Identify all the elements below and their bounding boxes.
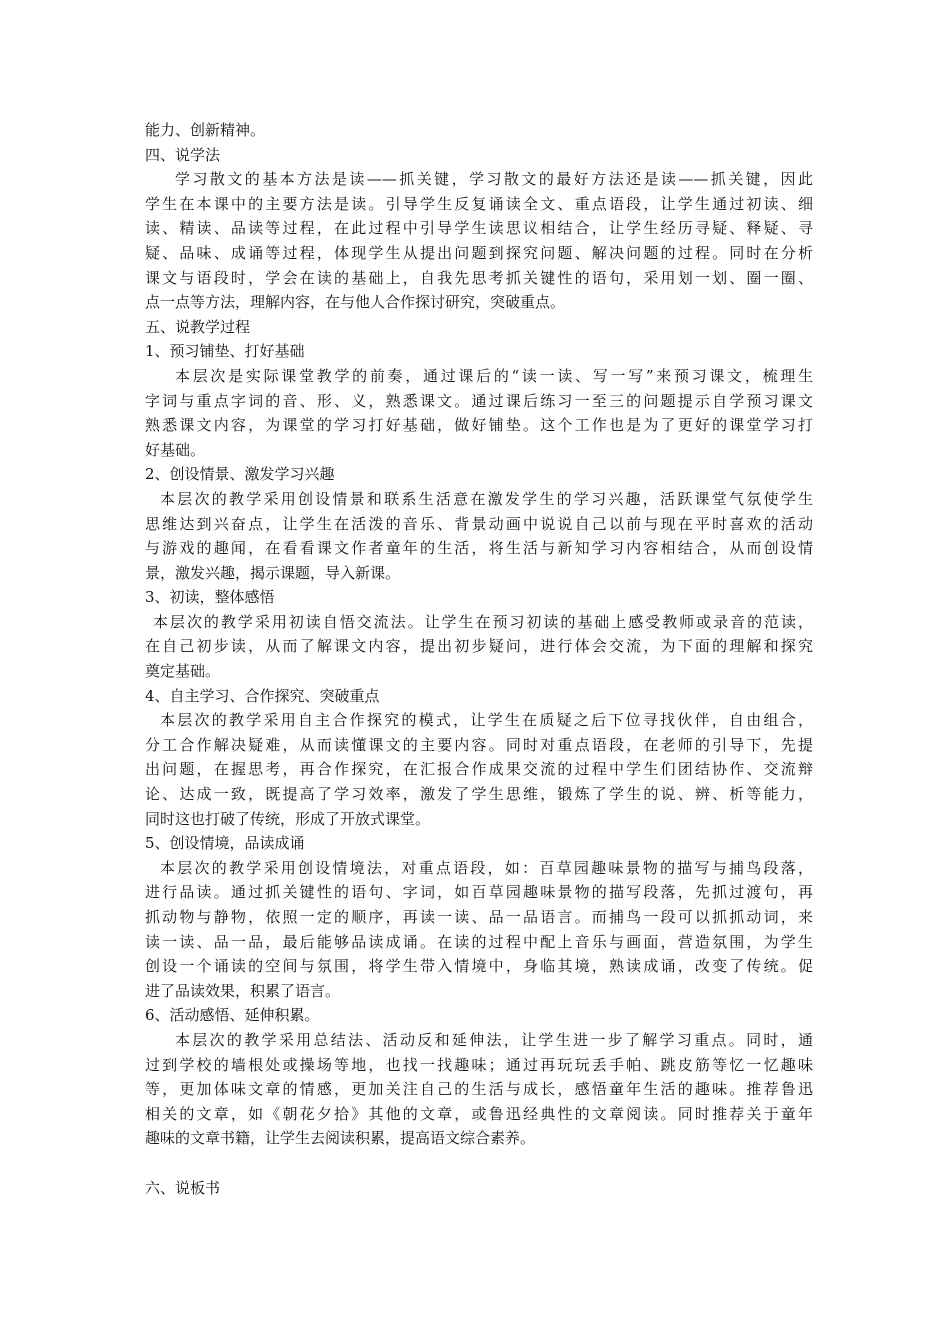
paragraph-line: 进了品读效果，积累了语言。 [145,981,341,1000]
paragraph-line: 同时这也打破了传统，形成了开放式课堂。 [145,809,431,828]
paragraph-line: 与游戏的趣闻，在看看课文作者童年的生活，将生活与新知学习内容相结合，从而创设情 [145,539,813,558]
paragraph-line: 本层次的教学采用初读自悟交流法。让学生在预习初读的基础上感受教师或录音的范读， [153,612,813,631]
paragraph-line: 本层次的教学采用总结法、活动反和延伸法，让学生进一步了解学习重点。同时，通 [175,1030,813,1049]
paragraph-line: 课文与语段时，学会在读的基础上，自我先思考抓关键性的语句，采用划一划、圈一圈、 [145,268,813,287]
paragraph-line: 点一点等方法，理解内容，在与他人合作探讨研究，突破重点。 [145,293,566,312]
paragraph-line: 读、精读、品读等过程，在此过程中引导学生读思议相结合，让学生经历寻疑、释疑、寻 [145,219,813,238]
paragraph-line: 出问题，在握思考，再合作探究，在汇报合作成果交流的过程中学生们团结协作、交流辩 [145,760,813,779]
paragraph-line: 等，更加体味文章的情感，更加关注自己的生活与成长，感悟童年生活的趣味。推荐鲁迅 [145,1080,813,1099]
subheading-2: 2、创设情景、激发学习兴趣 [145,465,335,484]
paragraph-line: 相关的文章，如《朝花夕拾》其他的文章，或鲁迅经典性的文章阅读。同时推荐关于童年 [145,1104,813,1123]
paragraph-line: 好基础。 [145,440,206,459]
subheading-1: 1、预习铺垫、打好基础 [145,342,305,361]
paragraph-line: 疑、品味、成诵等过程，体现学生从提出问题到探究问题、解决问题的过程。同时在分析 [145,243,813,262]
blank-line [145,1151,813,1176]
paragraph-line: 抓动物与静物，依照一定的顺序，再读一读、品一品语言。而捕鸟一段可以抓抓动词，来 [145,908,813,926]
paragraph-line: 字词与重点字词的音、形、义，熟悉课文。通过课后练习一至三的问题提示自学预习课文 [145,391,813,410]
paragraph-line: 过到学校的墙根处或操场等地，也找一找趣味；通过再玩玩丢手帕、跳皮筋等忆一忆趣味 [145,1055,813,1074]
subheading-5: 5、创设情境，品读成诵 [145,834,305,853]
paragraph-line: 本层次的教学采用创设情境法，对重点语段，如：百草园趣味景物的描写与捕鸟段落， [160,858,813,877]
paragraph-line: 本层次是实际课堂教学的前奏，通过课后的“读一读、写一写”来预习课文，梳理生 [175,366,813,385]
section-heading-teaching-process: 五、说教学过程 [145,317,251,336]
paragraph-line: 奠定基础。 [145,662,221,681]
paragraph-line: 景，激发兴趣，揭示课题，导入新课。 [145,563,401,582]
paragraph-line: 在自己初步读，从而了解课文内容，提出初步疑问，进行体会交流，为下面的理解和探究 [145,637,813,656]
paragraph-line: 学生在本课中的主要方法是读。引导学生反复诵读全文、重点语段，让学生通过初读、细 [145,194,813,213]
paragraph-line: 创设一个诵读的空间与氛围，将学生带入情境中，身临其境，熟读成诵，改变了传统。促 [145,957,813,976]
paragraph-line: 能力、创新精神。 [145,121,266,139]
paragraph-line: 趣味的文章书籍，让学生去阅读积累，提高语文综合素养。 [145,1129,536,1148]
paragraph-line: 论、达成一致，既提高了学习效率，激发了学生思维，锻炼了学生的说、辨、析等能力， [145,785,813,804]
section-heading-blackboard: 六、说板书 [145,1178,221,1197]
subheading-4: 4、自主学习、合作探究、突破重点 [145,686,380,705]
paragraph-line: 思维达到兴奋点，让学生在活泼的音乐、背景动画中说说自己以前与现在平时喜欢的活动 [145,514,813,533]
paragraph-line: 本层次的教学采用创设情景和联系生活意在激发学生的学习兴趣，活跃课堂气氛使学生 [160,489,813,508]
paragraph-line: 分工合作解决疑难，从而读懂课文的主要内容。同时对重点语段，在老师的引导下，先提 [145,735,813,754]
paragraph-line: 读一读、品一品，最后能够品读成诵。在读的过程中配上音乐与画面，营造氛围，为学生 [145,932,813,951]
section-heading-study-method: 四、说学法 [145,145,221,164]
paragraph-line: 本层次的教学采用自主合作探究的模式，让学生在质疑之后下位寻找伙伴，自由组合， [160,711,813,730]
paragraph-line: 进行品读。通过抓关键性的语句、字词，如百草园趣味景物的描写段落，先抓过渡句，再 [145,883,813,902]
subheading-3: 3、初读，整体感悟 [145,588,275,607]
document-body [145,118,813,1200]
paragraph-line: 熟悉课文内容，为课堂的学习打好基础，做好铺垫。这个工作也是为了更好的课堂学习打 [145,416,813,435]
paragraph-line: 学习散文的基本方法是读——抓关键，学习散文的最好方法还是读——抓关键，因此 [175,170,813,189]
subheading-6: 6、活动感悟、延伸积累。 [145,1006,320,1025]
